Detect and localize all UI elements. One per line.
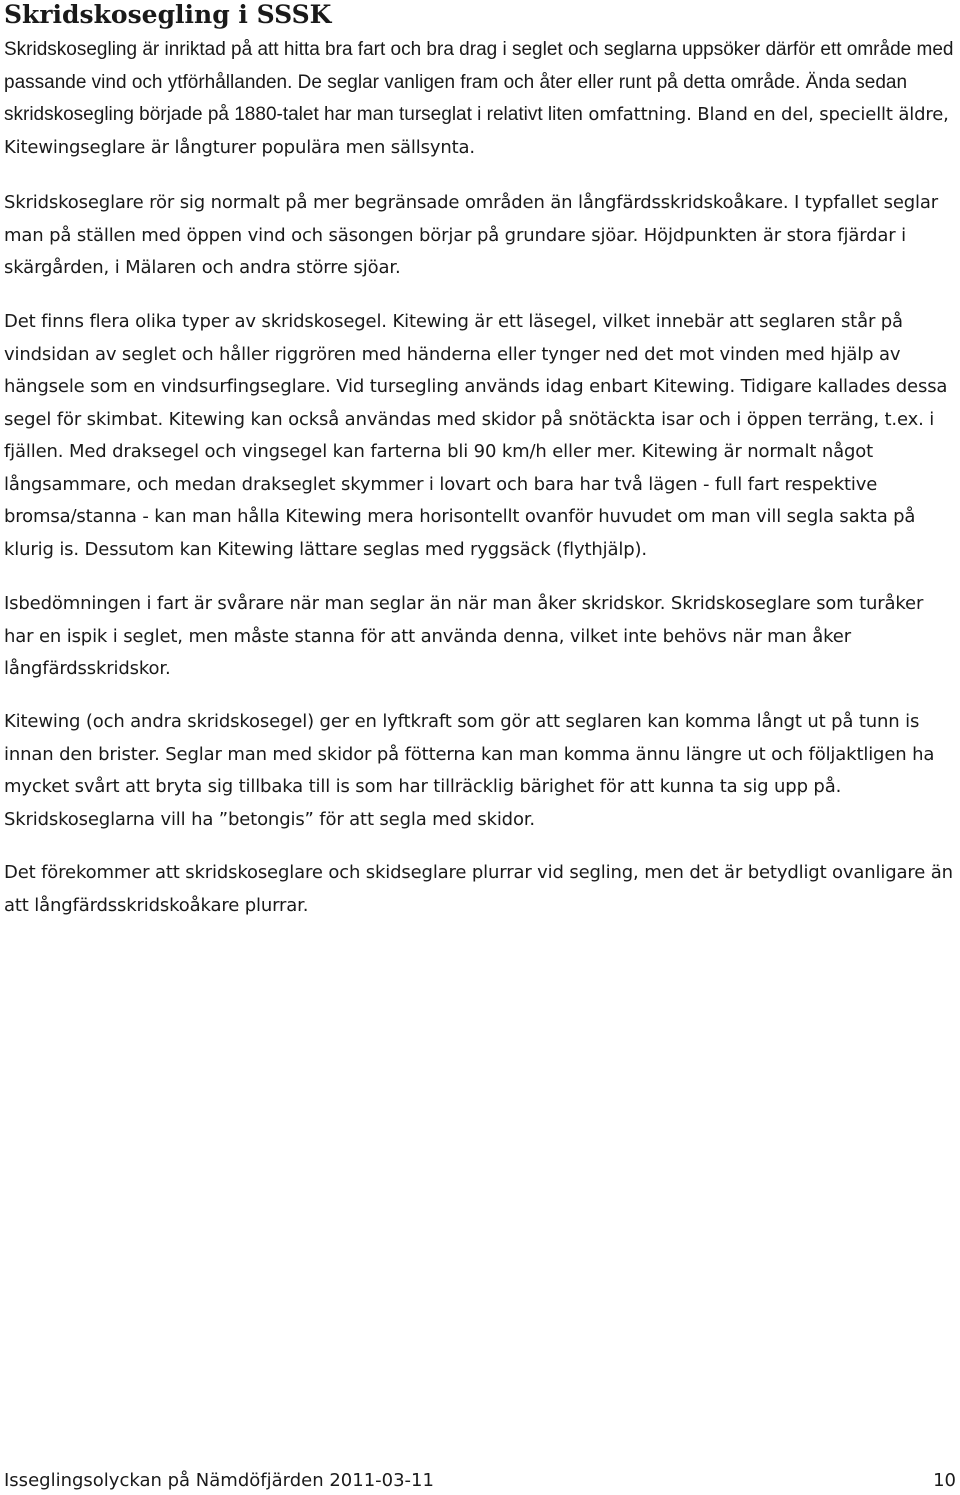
paragraph-2: Skridskoseglare rör sig normalt på mer begränsade områden än långfärdsskridskoåkare. I typfallet seglar man på ställen med öppen vind och säsongen börjar på grundare sjöar. Höjdpunkten är stora fjärdar i skärgården, i Mälaren och andra större sjöar. [4,192,939,278]
paragraph-5: Kitewing (och andra skridskosegel) ger en lyftkraft som gör att seglaren kan komma långt ut på tunn is innan den brister. Seglar man med skidor på fötterna kan man komma ännu längre ut och följaktligen ha mycket svårt att bryta sig tillbaka till is som har tillräcklig bärighet för att kunna ta sig upp på. Skridskoseglarna vill ha ”betongis” för att segla med skidor. [4,711,935,830]
paragraph-1-rest: omfattning. Bland en del, speciellt äldre, Kitewingseglare är långturer populära men sällsynta. [4,104,949,158]
paragraph-1-intro: Skridskosegling är inriktad på att hitta bra fart och bra drag i seglet och seglarna uppsöker därför ett område med passande vind och ytförhållanden. De seglar vanligen fram och åter eller runt på detta område. Ända sedan skridskosegling började på 1880-talet har man turseglat i relativt liten [4,39,954,125]
paragraph-1 [4,34,956,164]
paragraph-4: Isbedömningen i fart är svårare när man seglar än när man åker skridskor. Skridskoseglare som turåker har en ispik i seglet, men måste stanna för att använda denna, vilket inte behövs när man åker långfärdsskridskor. [4,593,924,679]
paragraph-6: Det förekommer att skridskoseglare och skidseglare plurrar vid segling, men det är betydligt ovanligare än att långfärdsskridskoåkare plurrar. [4,862,953,916]
page-title: Skridskosegling i SSSK [4,0,332,29]
paragraph-3: Det finns flera olika typer av skridskosegel. Kitewing är ett läsegel, vilket innebär att seglaren står på vindsidan av seglet och håller riggrören med händerna eller tynger ned det mot vinden med hjälp av hängsele som en vindsurfingseglare. Vid tursegling används idag enbart Kitewing. Tidigare kallades dessa segel för skimbat. Kitewing kan också användas med skidor på snötäckta isar och i öppen terräng, t.ex. i fjällen. Med draksegel och vingsegel kan farterna bli 90 km/h eller mer. Kitewing är normalt något långsammare, och medan drakseglet skymmer i lovart och bara har två lägen - full fart respektive bromsa/stanna - kan man hålla Kitewing mera horisontellt ovanför huvudet om man vill segla sakta på klurig is. Dessutom kan Kitewing lättare seglas med ryggsäck (flythjälp). [4,311,948,560]
footer-page-number: 10 [933,1470,956,1491]
footer-document-title: Isseglingsolyckan på Nämdöfjärden 2011-03-11 [4,1470,434,1491]
